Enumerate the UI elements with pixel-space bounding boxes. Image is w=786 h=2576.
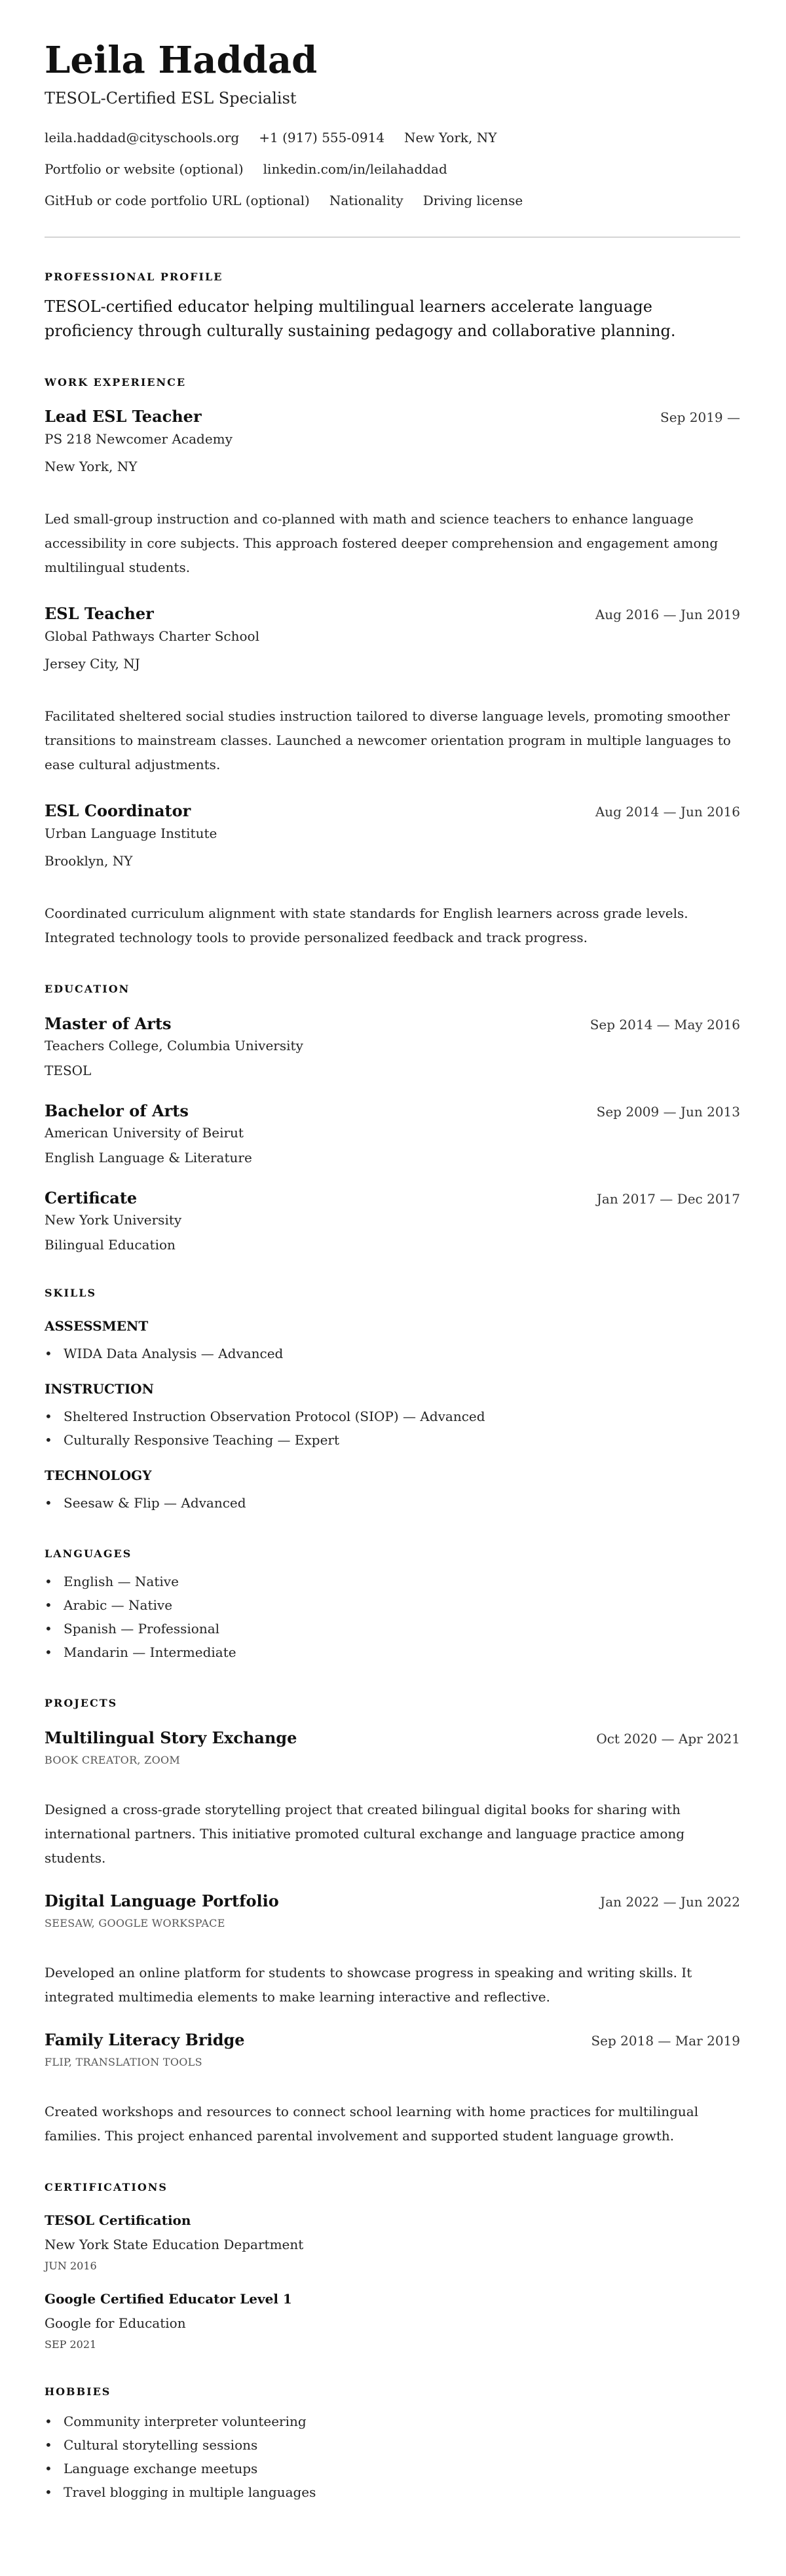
field-of-study: English Language & Literature	[45, 1150, 252, 1165]
project-dates: Sep 2018 — Mar 2019	[591, 2033, 740, 2049]
section-heading: SKILLS	[45, 1287, 96, 1299]
job-dates: Sep 2019 —	[660, 409, 740, 425]
job-entry	[45, 801, 740, 950]
job-description: Coordinated curriculum alignment with state standards for English learners across grade levels. Integrated technology tools to provide personalized feedback and track progress.	[45, 905, 688, 945]
contact-row	[45, 128, 740, 147]
job-location: Jersey City, NJ	[45, 656, 140, 672]
field-of-study: TESOL	[45, 1063, 92, 1078]
languages-section	[45, 1547, 740, 1664]
education-section	[45, 983, 740, 1254]
certification-date: SEP 2021	[45, 2338, 97, 2351]
language-item: • Spanish — Professional	[45, 1617, 740, 1640]
education-entry	[45, 1101, 740, 1167]
job-description: Facilitated sheltered social studies instruction tailored to diverse language levels, promoting smoother transitions to mainstream classes. Launched a newcomer orientation program in multiple languages to ease cultural adjustments.	[45, 708, 731, 772]
project-dates: Oct 2020 — Apr 2021	[596, 1731, 740, 1747]
project-entry	[45, 2030, 740, 2148]
job-company: Urban Language Institute	[45, 825, 217, 841]
language-item: • Arabic — Native	[45, 1593, 740, 1617]
language-list	[45, 1570, 740, 1664]
portfolio-link[interactable]: Portfolio or website (optional)	[45, 161, 244, 177]
project-entry	[45, 1728, 740, 1870]
profile-summary: TESOL-certified educator helping multilingual learners accelerate language proficiency through culturally sustaining pedagogy and collaborative planning.	[45, 297, 676, 340]
profile-section	[45, 271, 740, 343]
job-title: Lead ESL Teacher	[45, 407, 202, 426]
field-of-study: Bilingual Education	[45, 1237, 176, 1253]
project-title: Family Literacy Bridge	[45, 2030, 245, 2049]
nationality: Nationality	[329, 193, 403, 208]
project-tools: SEESAW, GOOGLE WORKSPACE	[45, 1917, 225, 1929]
extra-info-row	[45, 191, 740, 210]
job-dates: Aug 2016 — Jun 2019	[595, 607, 740, 622]
certifications-section	[45, 2181, 740, 2353]
skill-item: • Seesaw & Flip — Advanced	[45, 1491, 740, 1515]
certification-issuer: Google for Education	[45, 2315, 186, 2331]
institution: American University of Beirut	[45, 1125, 244, 1141]
section-heading: CERTIFICATIONS	[45, 2181, 168, 2193]
institution: Teachers College, Columbia University	[45, 1038, 303, 1053]
job-company: Global Pathways Charter School	[45, 628, 259, 644]
job-description: Led small-group instruction and co-planned with math and science teachers to enhance language accessibility in core subjects. This approach fostered deeper comprehension and engagement among multilingual students.	[45, 511, 719, 575]
job-title: ESL Coordinator	[45, 801, 191, 820]
education-dates: Sep 2014 — May 2016	[590, 1017, 740, 1032]
hobby-item: • Cultural storytelling sessions	[45, 2433, 740, 2457]
job-location: Brooklyn, NY	[45, 853, 133, 869]
email-link[interactable]: leila.haddad@cityschools.org	[45, 130, 240, 145]
section-heading: PROFESSIONAL PROFILE	[45, 271, 223, 283]
job-company: PS 218 Newcomer Academy	[45, 431, 233, 447]
links-row	[45, 159, 740, 179]
language-item: • English — Native	[45, 1570, 740, 1593]
projects-section	[45, 1697, 740, 2148]
section-heading: LANGUAGES	[45, 1547, 132, 1560]
job-location: New York, NY	[45, 459, 138, 474]
degree: Master of Arts	[45, 1014, 172, 1033]
hobby-item: • Language exchange meetups	[45, 2457, 740, 2480]
certification-issuer: New York State Education Department	[45, 2237, 304, 2252]
project-title: Digital Language Portfolio	[45, 1891, 279, 1910]
skill-list	[45, 1405, 740, 1452]
project-dates: Jan 2022 — Jun 2022	[600, 1894, 740, 1910]
degree: Certificate	[45, 1188, 138, 1207]
education-entry	[45, 1014, 740, 1080]
job-entry	[45, 407, 740, 580]
skill-category: ASSESSMENT	[45, 1318, 149, 1334]
project-description: Created workshops and resources to connect school learning with home practices for multilingual families. This project enhanced parental involvement and supported student language growth.	[45, 2104, 699, 2144]
education-entry	[45, 1188, 740, 1254]
linkedin-link[interactable]: linkedin.com/in/leilahaddad	[263, 161, 447, 177]
skill-category: TECHNOLOGY	[45, 1468, 152, 1483]
header-divider	[45, 237, 740, 238]
section-heading: PROJECTS	[45, 1697, 118, 1709]
skill-item: • Culturally Responsive Teaching — Expert	[45, 1428, 740, 1452]
skill-item: • Sheltered Instruction Observation Protocol (SIOP) — Advanced	[45, 1405, 740, 1428]
education-dates: Sep 2009 — Jun 2013	[596, 1104, 740, 1120]
skills-section	[45, 1287, 740, 1515]
project-tools: BOOK CREATOR, ZOOM	[45, 1754, 181, 1766]
candidate-headline: TESOL-Certified ESL Specialist	[45, 89, 297, 107]
work-section	[45, 376, 740, 950]
project-description: Developed an online platform for students to showcase progress in speaking and writing skills. It integrated multimedia elements to make learning interactive and reflective.	[45, 1965, 692, 2005]
certification-entry	[45, 2211, 740, 2274]
hobby-list	[45, 2410, 740, 2504]
certification-date: JUN 2016	[45, 2260, 97, 2272]
section-heading: EDUCATION	[45, 983, 130, 995]
hobby-item: • Travel blogging in multiple languages	[45, 2480, 740, 2504]
certification-title: TESOL Certification	[45, 2212, 191, 2228]
driving-license: Driving license	[422, 193, 523, 208]
skill-category: INSTRUCTION	[45, 1381, 154, 1397]
job-entry	[45, 604, 740, 777]
education-dates: Jan 2017 — Dec 2017	[596, 1191, 740, 1207]
project-entry	[45, 1891, 740, 2009]
certification-title: Google Certified Educator Level 1	[45, 2291, 292, 2307]
degree: Bachelor of Arts	[45, 1101, 189, 1120]
institution: New York University	[45, 1212, 182, 1228]
github-link[interactable]: GitHub or code portfolio URL (optional)	[45, 193, 310, 208]
section-heading: WORK EXPERIENCE	[45, 376, 187, 388]
project-tools: FLIP, TRANSLATION TOOLS	[45, 2056, 202, 2068]
job-title: ESL Teacher	[45, 604, 154, 623]
resume-header	[45, 39, 740, 210]
candidate-name: Leila Haddad	[45, 39, 318, 82]
job-dates: Aug 2014 — Jun 2016	[595, 804, 740, 820]
skill-item: • WIDA Data Analysis — Advanced	[45, 1342, 740, 1365]
hobby-item: • Community interpreter volunteering	[45, 2410, 740, 2433]
language-item: • Mandarin — Intermediate	[45, 1640, 740, 1664]
location: New York, NY	[404, 130, 497, 145]
certification-entry	[45, 2290, 740, 2353]
project-title: Multilingual Story Exchange	[45, 1728, 297, 1747]
phone-number: +1 (917) 555-0914	[259, 130, 385, 145]
skill-list	[45, 1491, 740, 1515]
hobbies-section	[45, 2385, 740, 2504]
project-description: Designed a cross-grade storytelling project that created bilingual digital books for sharing with international partners. This initiative promoted cultural exchange and language practice among students.	[45, 1802, 685, 1866]
skill-list	[45, 1342, 740, 1365]
section-heading: HOBBIES	[45, 2385, 111, 2398]
